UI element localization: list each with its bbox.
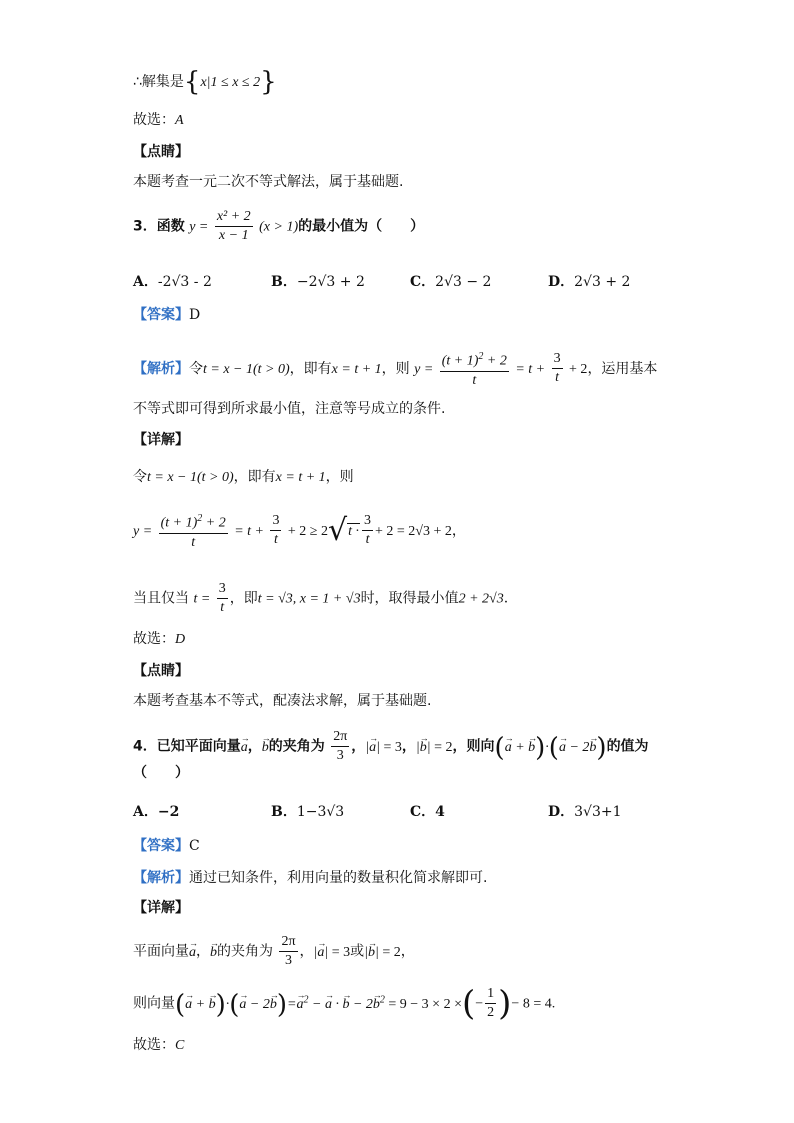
question-4: 4．已知平面向量→ a，→ b的夹角为 $\frac{2\pi}{3}$ ，|→ a| = 3，|→ b| = 2，则向(→ a + → b)·(→ a − 2→ b)的值为 [133, 728, 649, 765]
q3-pointer-heading: 【点睛】 [133, 663, 189, 679]
pointer-heading-prev: 【点睛】 [133, 144, 189, 160]
q4-detail-heading: 【详解】 [133, 900, 189, 916]
q4-option-c[interactable]: C．4 [410, 804, 445, 820]
q3-choose-line: 故选：D [133, 631, 186, 647]
q4-option-a[interactable]: A．−2 [133, 804, 180, 820]
q3-answer: 【答案】D [133, 307, 201, 323]
q4-detail-line2: 则向量(→ a + → $b)\cdot(\to a - 2\to b)=\to a^2$ − → a · → $b - 2\to b^2 = 9 - 3 \times 2$ ×(− $\frac{1}{2}$ )− 8 = 4. [133, 985, 555, 1022]
q3-option-a[interactable]: A．-2√3 - 2 [133, 274, 212, 290]
q3-equality-condition: 当且仅当 t = $\frac{3}{t}$ ，即t = √3, x = 1 + √3时，取得最小值2 + 2√3. [133, 581, 509, 615]
q4-blank: （ ） [133, 765, 189, 781]
q3-analysis-line2: 不等式即可得到所求最小值，注意等号成立的条件. [133, 401, 446, 417]
q3-analysis: 【解析】令t = x − 1(t > 0)，即有x = t + 1，则 y = $\frac{(t + 1)^2 + 2}{t}$ = t + $\frac{3}{t}$ + 2，运用基本 [133, 351, 658, 388]
q3-detail-heading: 【详解】 [133, 432, 189, 448]
q4-choose-line: 故选：C [133, 1037, 185, 1053]
question-3: 3．函数 y = $\frac{\text{x² + 2}}{x - 1}$ (x > 1)的最小值为（ ） [133, 209, 425, 243]
q4-answer: 【答案】C [133, 838, 200, 854]
function-fraction: $\frac{\text{x² + 2}}{x - 1}$ [216, 209, 251, 243]
q4-detail-line1: 平面向量→ a，→ b的夹角为 $\frac{2\pi}{3}$ ，|→ a| = 3或|→ b| = 2， [133, 933, 415, 970]
solution-set-line: ∴解集是{x|1 ≤ x ≤ 2} [133, 67, 277, 97]
q3-detail-line1: 令t = x − 1(t > 0)，即有x = t + 1，则 [133, 469, 354, 485]
q4-analysis: 【解析】通过已知条件，利用向量的数量积化简求解即可. [133, 870, 488, 886]
q4-option-b[interactable]: B．1−3√3 [271, 804, 345, 820]
q3-option-c[interactable]: C．2√3 − 2 [410, 274, 492, 290]
q4-option-d[interactable]: D．3√3+1 [548, 804, 622, 820]
q3-option-b[interactable]: B．−2√3 + 2 [271, 274, 365, 290]
choose-line-prev: 故选：A [133, 112, 184, 128]
q3-option-d[interactable]: D．2√3 + 2 [548, 274, 631, 290]
q3-detail-equation: y = $\frac{(t + 1)^2 + 2}{t}$ = t + $\frac{3}{t}$ + 2 ≥ 2√t · $\frac{3}{t}$ + 2 = 2√3 + 2， [133, 512, 466, 550]
q3-pointer-text: 本题考查基本不等式，配凑法求解，属于基础题. [133, 693, 432, 709]
pointer-text-prev: 本题考查一元二次不等式解法，属于基础题. [133, 174, 404, 190]
